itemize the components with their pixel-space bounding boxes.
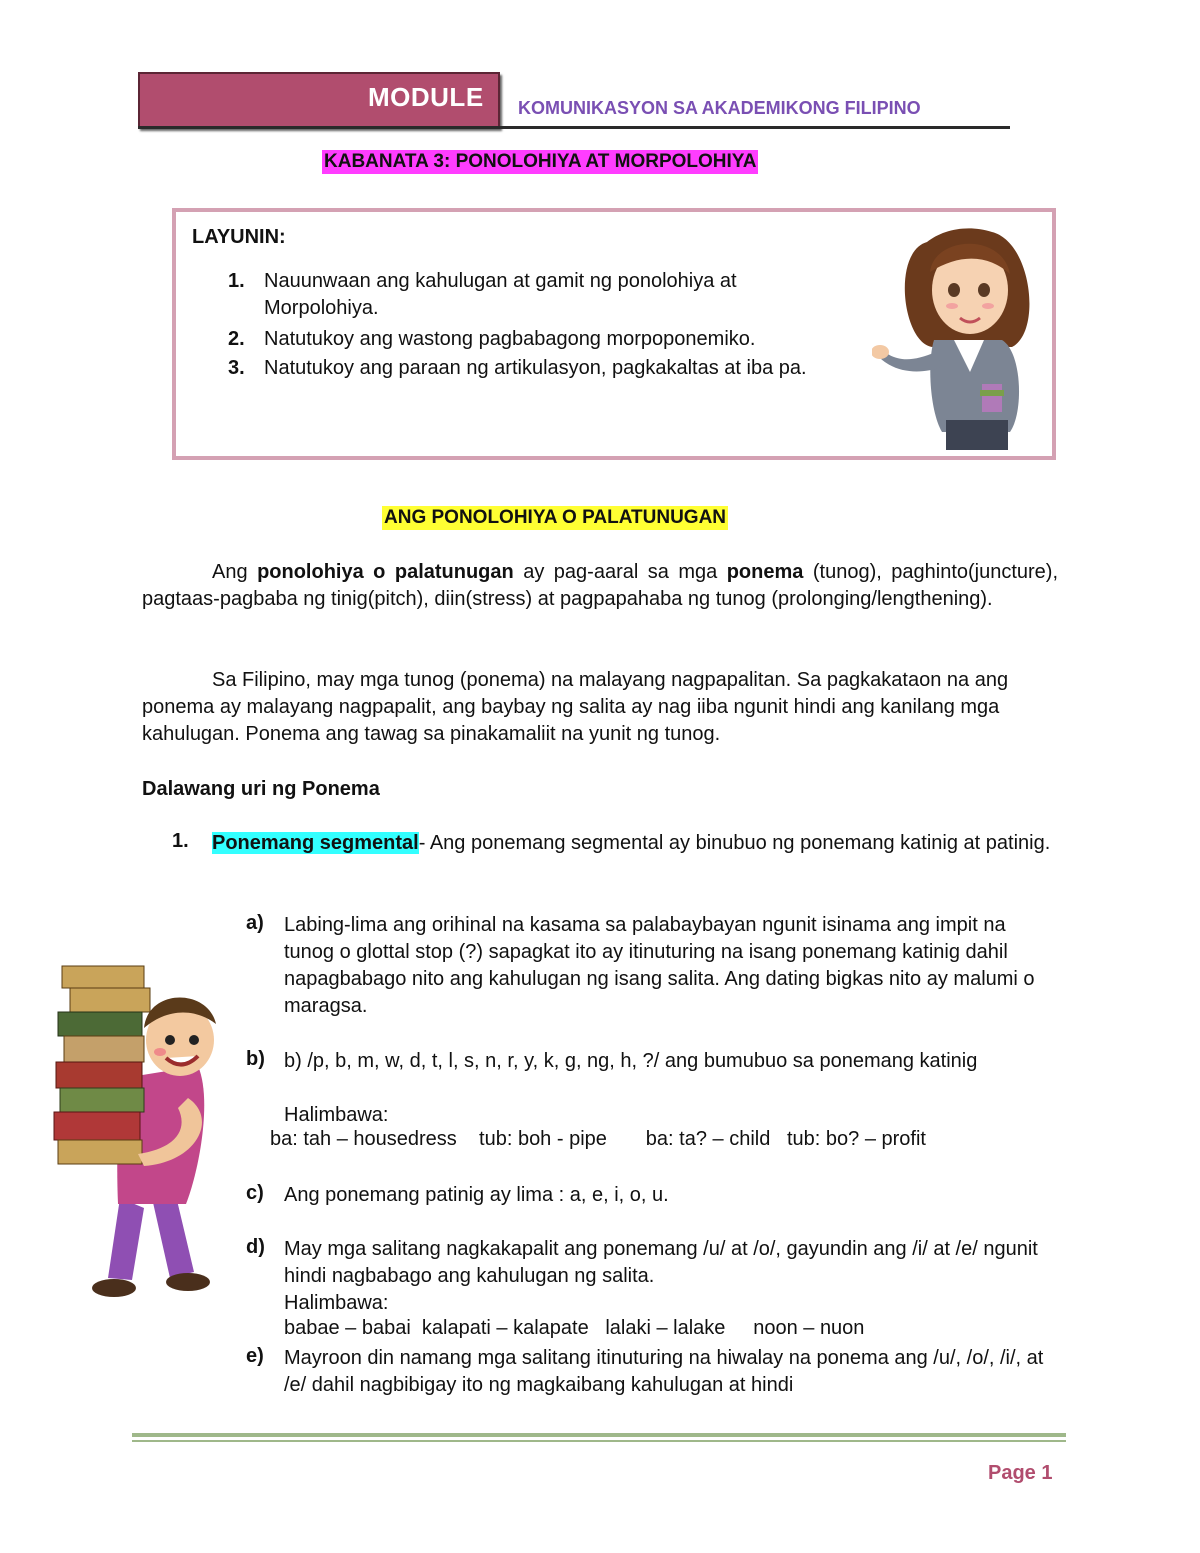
footer-divider: [132, 1440, 1066, 1442]
objective-text: Natutukoy ang paraan ng artikulasyon, pagkakaltas at iba pa.: [264, 357, 807, 379]
segmental-item: [212, 830, 1062, 857]
footer-divider: [132, 1433, 1066, 1437]
objective-number: 1.: [228, 270, 245, 292]
item-e-text: Mayroon din namang mga salitang itinuturing na hiwalay na ponema ang /u/, /o/, /i/, at /e/ dahil nagbibigay ito ng magkaibang kahulugan at hindi: [284, 1347, 1044, 1396]
header-divider: [138, 126, 1010, 129]
para-text: Sa Filipino, may mga tunog (ponema) na malayang nagpapalitan. Sa pagkakataon na ang ponema ay malayang nagpapalit, ang baybay ng salita ay nag iiba ngunit hindi ang kanilang mga kahulugan. Ponema ang tawag sa pinakamaliit na yunit ng tunog.: [142, 669, 1009, 745]
objective-number: 2.: [228, 328, 245, 350]
segmental-label: Ponemang segmental: [212, 832, 419, 854]
page-number: Page 1: [988, 1462, 1053, 1484]
course-title: KOMUNIKASYON SA AKADEMIKONG FILIPINO: [518, 98, 921, 118]
item-b-text: b) /p, b, m, w, d, t, l, s, n, r, y, k, g, ng, h, ?/ ang bumubuo sa ponemang katinig: [284, 1050, 978, 1072]
objective-item: [228, 355, 928, 383]
item-a-text: Labing-lima ang orihinal na kasama sa palabaybayan ngunit isinama ang impit na tunog o glottal stop (?) sapagkat ito ay itinuturing na isang ponemang katinig dahil napagbabago nito ang kahulugan ng isang salita. Ang dating bigkas nito ay malumi o maragsa.: [284, 914, 1035, 1017]
para-text: Ang: [212, 561, 248, 583]
bold-term: ponema: [726, 561, 804, 583]
item-letter: e): [246, 1345, 264, 1367]
example-label: Halimbawa:: [284, 1292, 389, 1314]
example-text: babae – babai kalapati – kalapate lalaki – lalake noon – nuon: [284, 1317, 865, 1339]
teacher-illustration: [872, 222, 1042, 450]
chapter-title: KABANATA 3: PONOLOHIYA AT MORPOLOHIYA: [324, 151, 757, 172]
objective-item: [228, 268, 908, 324]
example-label: Halimbawa:: [284, 1104, 389, 1126]
objective-text: Natutukoy ang wastong pagbabagong morpoponemiko.: [264, 328, 756, 350]
para-text: (tunog), paghinto(juncture), pagtaas-pagbaba ng tinig(pitch), diin(stress) at pagpapahaba ng tunog (prolonging/lengthening).: [142, 561, 1059, 610]
paragraph-ponolohiya: [142, 559, 1058, 613]
objective-text: Nauunwaan ang kahulugan at gamit ng ponolohiya at Morpolohiya.: [264, 270, 737, 319]
item-c-text: Ang ponemang patinig ay lima : a, e, i, o, u.: [284, 1184, 669, 1206]
types-heading: Dalawang uri ng Ponema: [142, 778, 380, 800]
item-d-text: May mga salitang nagkakapalit ang ponemang /u/ at /o/, gayundin ang /i/ at /e/ ngunit hindi nagbabago ang kahulugan ng salita.: [284, 1238, 1038, 1287]
segmental-text: - Ang ponemang segmental ay binubuo ng ponemang katinig at patinig.: [418, 832, 1051, 854]
objective-number: 3.: [228, 357, 245, 379]
bold-term: ponolohiya o palatunugan: [257, 561, 514, 583]
para-text: ay pag-aaral sa mga: [523, 561, 718, 583]
student-books-illustration: [48, 948, 238, 1310]
section-title: ANG PONOLOHIYA O PALATUNUGAN: [384, 507, 727, 528]
objective-item: [228, 326, 908, 354]
list-number: 1.: [172, 830, 189, 852]
objectives-heading: LAYUNIN:: [192, 226, 286, 248]
module-label: MODULE: [368, 82, 484, 112]
item-letter: a): [246, 912, 264, 934]
item-letter: d): [246, 1236, 265, 1258]
item-letter: c): [246, 1182, 264, 1204]
paragraph-filipino: [142, 667, 1066, 748]
example-text: ba: tah – housedress tub: boh - pipe ba: ta? – child tub: bo? – profit: [270, 1128, 926, 1150]
item-letter: b): [246, 1048, 265, 1070]
